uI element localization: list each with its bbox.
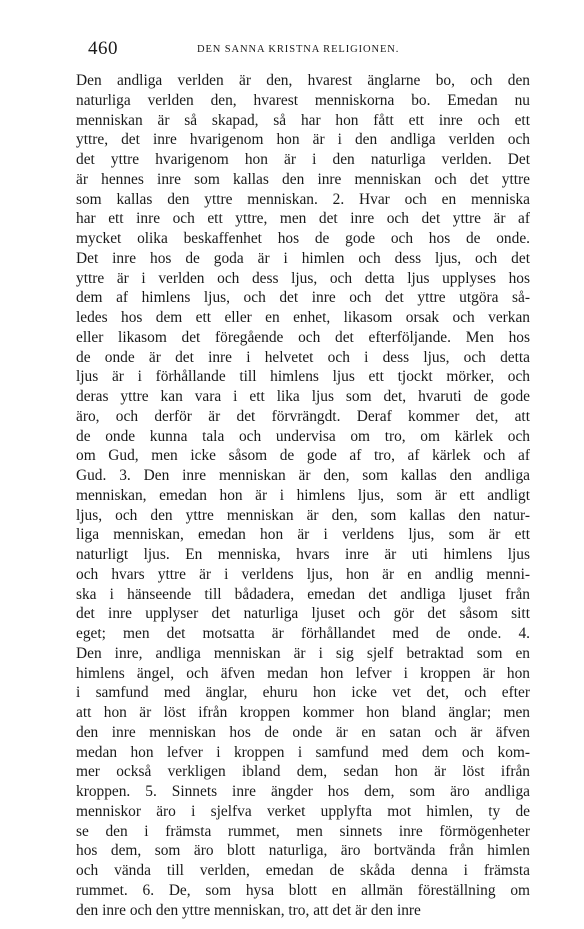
text-line: yttre, det inre hvarigenom hon är i den andliga verlden och	[76, 131, 530, 149]
text-line: har ett inre och ett yttre, men det inre och det yttre är af	[76, 210, 530, 228]
text-line: ljus, och den yttre menniskan är den, som kallas den natur-	[76, 506, 530, 524]
text-line: Den inre, andliga menniskan är i sig sjelf betraktad som en	[76, 644, 530, 662]
text-line: eget; men det motsatta är förhållandet med de onde. 4.	[76, 625, 530, 642]
text-line: himlens ängel, och äfven medan hon lefver i kroppen är hon	[76, 664, 530, 682]
text-line: den inre och den yttre menniskan, tro, att det är den inre	[76, 901, 421, 919]
text-line: menniskan är så skapad, så har hon fått ett inre och ett	[76, 111, 530, 129]
text-line: se den i främsta rummet, men sinnets inre förmögenheter	[76, 822, 530, 840]
running-title: DEN SANNA KRISTNA RELIGIONEN.	[197, 44, 400, 55]
text-line: Den andliga verlden är den, hvarest änglarne bo, och den	[76, 72, 530, 89]
text-line: den inre menniskan hos de onde är en satan och är äfven	[76, 723, 530, 741]
text-line: menniskan, emedan hon är i himlens ljus, som är ett andligt	[76, 486, 530, 504]
text-line: deras yttre kan vara i ett lika ljus som det, hvaruti de gode	[76, 388, 530, 405]
text-line: ljus är i förhållande till himlens ljus ett tjockt mörker, och	[76, 368, 530, 386]
page-number: 460	[88, 38, 118, 59]
text-line: att hon är löst ifrån kroppen kommer hon bland änglar; men	[76, 704, 530, 721]
text-line: rummet. 6. De, som hysa blott en allmän föreställning om	[76, 881, 530, 899]
text-line: är hennes inre som kallas den inre menniskan och det yttre	[76, 170, 530, 188]
text-line: menniskor äro i sjelfva verket upplyfta mot himlen, ty de	[76, 802, 530, 820]
text-line: de onde är det inre i helvetet och i dess ljus, och detta	[76, 348, 530, 366]
text-line: och vända till verlden, emedan de skåda denna i främsta	[76, 862, 530, 879]
body-text	[76, 71, 530, 920]
text-line: eller likasom det föregående och det efterföljande. Men hos	[76, 328, 530, 346]
text-line: mer också verkligen ibland dem, sedan hon är löst ifrån	[76, 763, 530, 781]
text-line: om Gud, men icke såsom de gode af tro, af kärlek och af	[76, 447, 530, 465]
text-line: ska i hänseende till bådadera, emedan det andliga ljuset från	[76, 585, 530, 603]
text-line: det inre upplyser det naturliga ljuset och gör det såsom sitt	[76, 605, 530, 623]
text-line: naturliga verlden den, hvarest menniskorna bo. Emedan nu	[76, 91, 530, 109]
text-line: det yttre hvarigenom hon är i den naturliga verlden. Det	[76, 151, 530, 168]
text-line: Gud. 3. Den inre menniskan är den, som kallas den andliga	[76, 467, 530, 484]
text-line: dem af himlens ljus, och det inre och det yttre utgöra så-	[76, 289, 530, 307]
text-line: medan hon lefver i kroppen i samfund med dem och kom-	[76, 743, 530, 761]
text-line: som kallas den yttre menniskan. 2. Hvar och en menniska	[76, 190, 530, 208]
text-line: Det inre hos de goda är i himlen och dess ljus, och det	[76, 249, 530, 267]
text-line: i samfund med änglar, ehuru hon icke vet det, och efter	[76, 684, 530, 702]
text-line: yttre är i verlden och dess ljus, och detta ljus upplyses hos	[76, 269, 530, 287]
text-line: mycket olika beskaffenhet hos de gode och hos de onde.	[76, 230, 530, 247]
text-line: de onde kunna tala och undervisa om tro, om kärlek och	[76, 427, 530, 445]
text-line: och hvars yttre är i verldens ljus, hon är en andlig menni-	[76, 565, 530, 583]
text-line: liga menniskan, emedan hon är i verldens ljus, som är ett	[76, 526, 530, 544]
text-line: kroppen. 5. Sinnets inre ängder hos dem, som äro andliga	[76, 783, 530, 800]
running-head	[88, 38, 528, 60]
text-line: ledes hos dem ett eller en enhet, likasom orsak och verkan	[76, 309, 530, 326]
text-line: äro, och derför är det förvrängdt. Deraf kommer det, att	[76, 407, 530, 425]
text-line: naturligt ljus. En menniska, hvars inre är uti himlens ljus	[76, 546, 530, 563]
text-line: hos dem, som äro blott naturliga, äro bortvända från himlen	[76, 842, 530, 860]
